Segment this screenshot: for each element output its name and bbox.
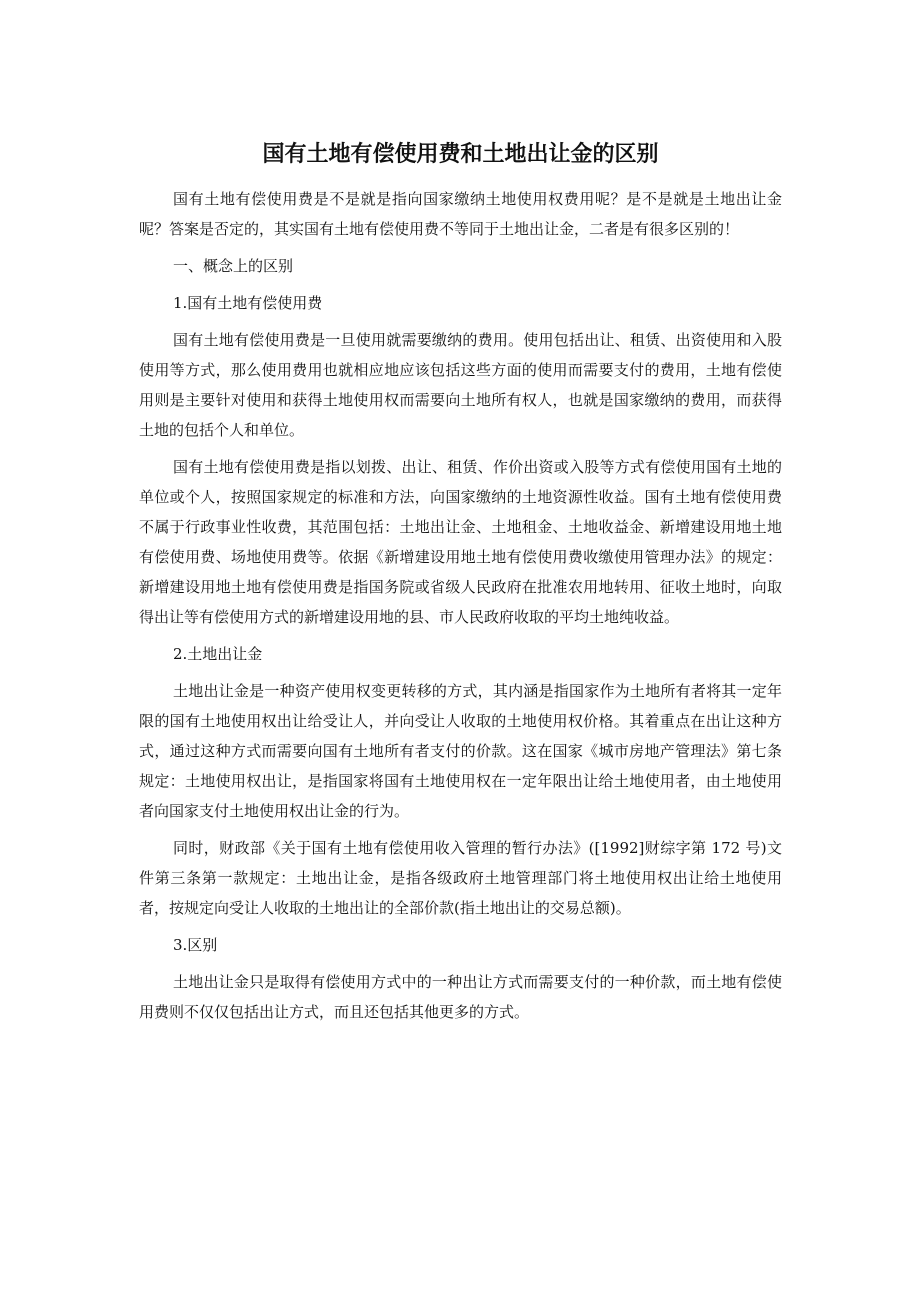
intro-paragraph: 国有土地有偿使用费是不是就是指向国家缴纳土地使用权费用呢？是不是就是土地出让金呢？答案是否定的，其实国有土地有偿使用费不等同于土地出让金，二者是有很多区别的！ bbox=[139, 190, 782, 238]
subheading-usage-fee: 1.国有土地有偿使用费 bbox=[173, 294, 323, 312]
paragraph-difference: 土地出让金只是取得有偿使用方式中的一种出让方式而需要支付的一种价款，而土地有偿使用费则不仅仅包括出让方式，而且还包括其他更多的方式。 bbox=[139, 973, 782, 1021]
document-title: 国有土地有偿使用费和土地出让金的区别 bbox=[262, 142, 659, 167]
section-heading-concept: 一、概念上的区别 bbox=[173, 257, 294, 275]
subheading-difference: 3.区别 bbox=[173, 936, 218, 954]
paragraph-transfer-fee-2: 同时，财政部《关于国有土地有偿使用收入管理的暂行办法》([1992]财综字第 172 号)文件第三条第一款规定：土地出让金，是指各级政府土地管理部门将土地使用权出让给土地使用者，按规定向受让人收取的土地出让的全部价款(指土地出让的交易总额)。 bbox=[139, 839, 782, 917]
paragraph-usage-fee-1: 国有土地有偿使用费是一旦使用就需要缴纳的费用。使用包括出让、租赁、出资使用和入股使用等方式，那么使用费用也就相应地应该包括这些方面的使用而需要支付的费用，土地有偿使用则是主要针对使用和获得土地使用权而需要向土地所有权人，也就是国家缴纳的费用，而获得土地的包括个人和单位。 bbox=[139, 331, 782, 439]
paragraph-transfer-fee-1: 土地出让金是一种资产使用权变更转移的方式，其内涵是指国家作为土地所有者将其一定年限的国有土地使用权出让给受让人，并向受让人收取的土地使用权价格。其着重点在出让这种方式，通过这种方式而需要向国有土地所有者支付的价款。这在国家《城市房地产管理法》第七条规定：土地使用权出让，是指国家将国有土地使用权在一定年限出让给土地使用者，由土地使用者向国家支付土地使用权出让金的行为。 bbox=[139, 682, 782, 820]
subheading-transfer-fee: 2.土地出让金 bbox=[173, 645, 263, 663]
document-body bbox=[139, 184, 782, 1034]
paragraph-usage-fee-2: 国有土地有偿使用费是指以划拨、出让、租赁、作价出资或入股等方式有偿使用国有土地的单位或个人，按照国家规定的标准和方法，向国家缴纳的土地资源性收益。国有土地有偿使用费不属于行政事业性收费，其范围包括：土地出让金、土地租金、土地收益金、新增建设用地土地有偿使用费、场地使用费等。依据《新增建设用地土地有偿使用费收缴使用管理办法》的规定：新增建设用地土地有偿使用费是指国务院或省级人民政府在批准农用地转用、征收土地时，向取得出让等有偿使用方式的新增建设用地的县、市人民政府收取的平均土地纯收益。 bbox=[139, 458, 782, 626]
